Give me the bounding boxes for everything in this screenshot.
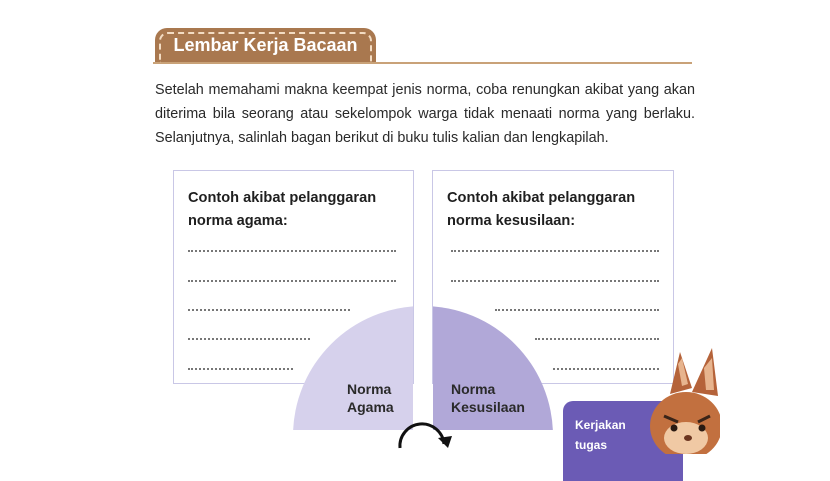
answer-line bbox=[188, 338, 310, 340]
label-norma-kesusilaan: Norma Kesusilaan bbox=[451, 381, 525, 415]
answer-line bbox=[451, 280, 659, 282]
answer-line bbox=[451, 250, 659, 252]
box-title-kesusilaan: Contoh akibat pelanggaran norma kesusilaan: bbox=[447, 190, 636, 229]
answer-line bbox=[535, 338, 659, 340]
section-header-tab bbox=[155, 28, 376, 62]
intro-paragraph: Setelah memahami makna keempat jenis norma, coba renungkan akibat yang akan diterima bila seorang atau sekelompok warga tidak menaati norma yang berlaku. Selanjutnya, salinlah bagan berikut di buku tulis kalian dan lengkapilah. bbox=[155, 82, 695, 146]
section-title: Lembar Kerja Bacaan bbox=[173, 35, 358, 55]
task-label: Kerjakan tugas bbox=[575, 418, 626, 452]
answer-line bbox=[188, 250, 396, 252]
answer-line bbox=[188, 368, 293, 370]
box-title-agama: Contoh akibat pelanggaran norma agama: bbox=[188, 190, 377, 229]
answer-line bbox=[188, 280, 396, 282]
cycle-arrow-icon bbox=[390, 408, 460, 466]
mascot-character-icon bbox=[640, 344, 720, 454]
label-norma-agama: Norma Agama bbox=[347, 381, 394, 415]
